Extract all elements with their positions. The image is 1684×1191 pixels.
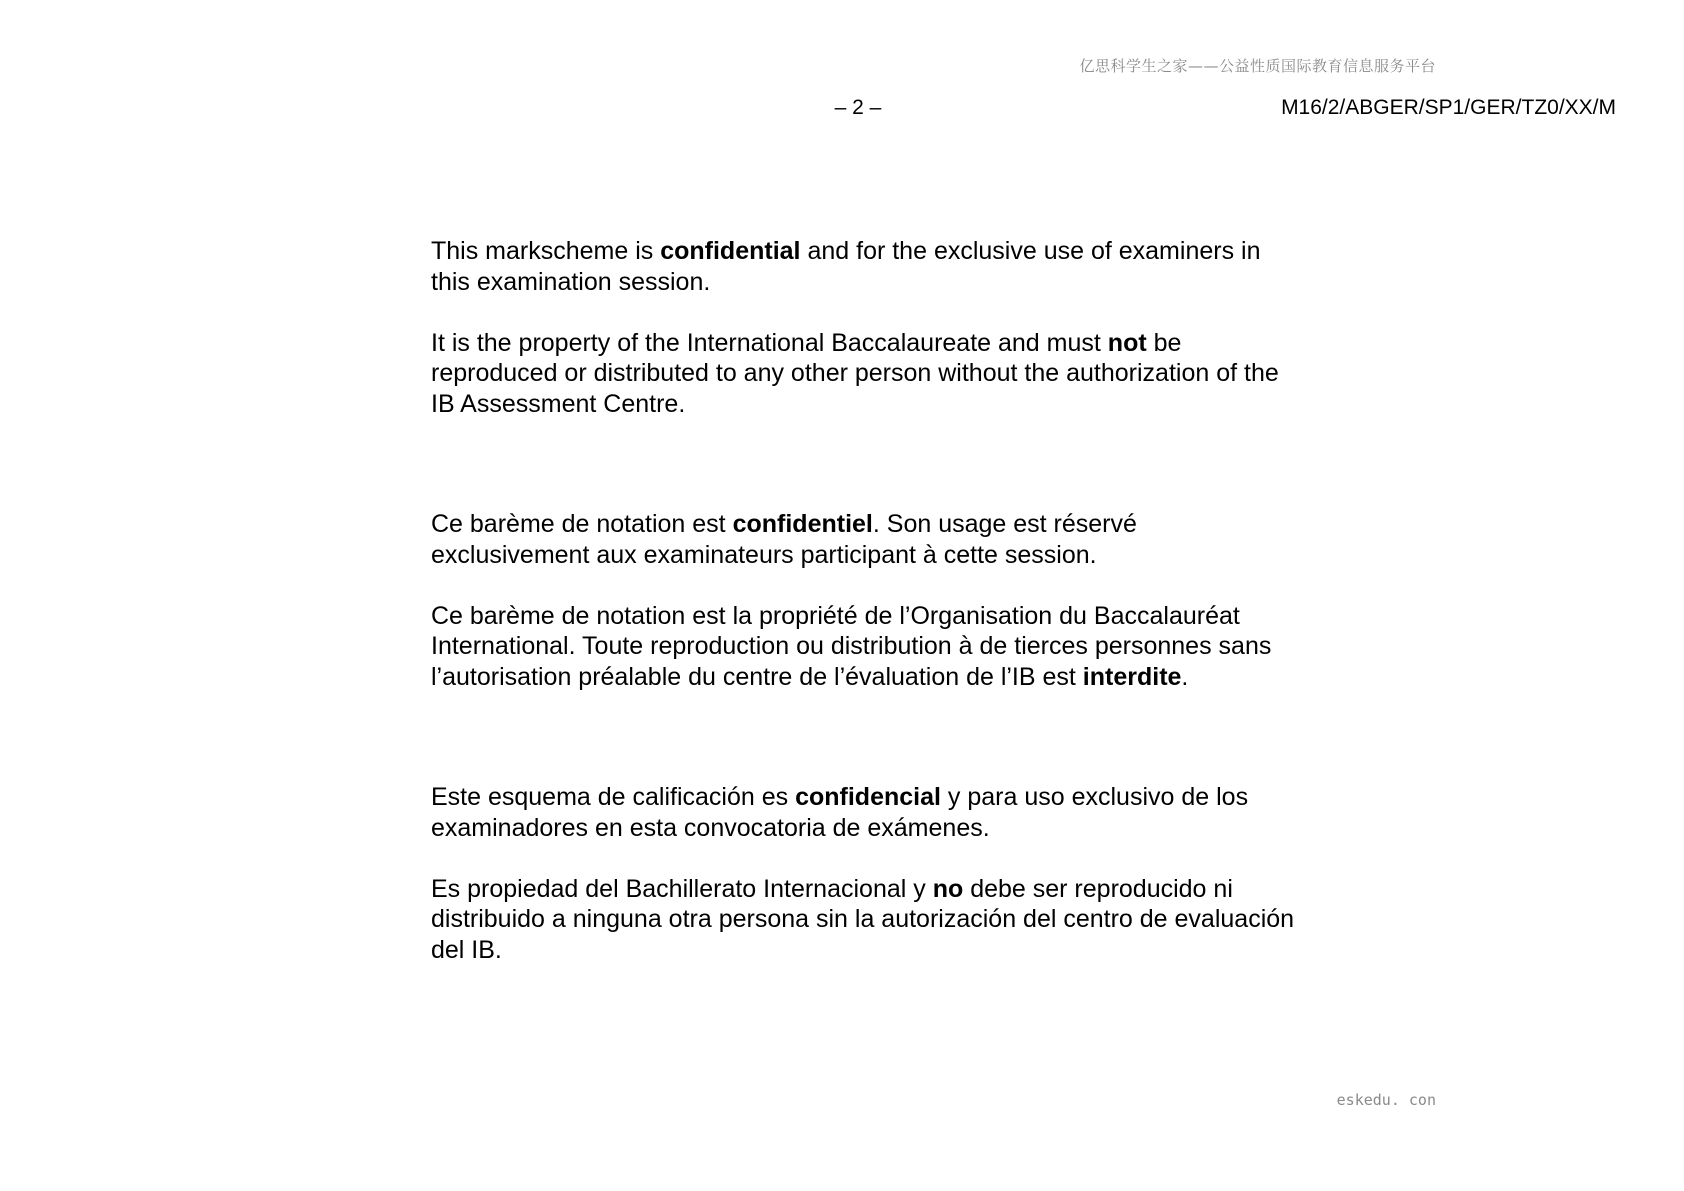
bold-term: not xyxy=(1107,328,1147,357)
page-number: – 2 – xyxy=(834,96,882,119)
english-paragraph-property: It is the property of the International Baccalaureate and must not be reproduced or distributed to any other person without the authorization of the IB Assessment Centre. xyxy=(431,328,1279,418)
bold-term: confidential xyxy=(660,237,801,265)
document-code: M16/2/ABGER/SP1/GER/TZ0/XX/M xyxy=(1281,96,1616,119)
french-paragraph-property: Ce barème de notation est la propriété de l’Organisation du Baccalauréat International. Toute reproduction ou distribution à de tierces personnes sans l’autorisation préalable du centre de l’évaluation de l’IB est interdite. xyxy=(431,601,1272,691)
header-watermark: 亿思科学生之家——公益性质国际教育信息服务平台 xyxy=(1079,57,1436,75)
spanish-paragraph-confidential: Este esquema de calificación es confidencial y para uso exclusivo de los examinadores en esta convocatoria de exámenes. xyxy=(431,783,1249,842)
bold-term: no xyxy=(932,874,964,903)
bold-term: confidencial xyxy=(795,783,941,811)
bold-term: interdite xyxy=(1082,662,1182,691)
bold-term: confidentiel xyxy=(732,510,873,538)
spanish-paragraph-property: Es propiedad del Bachillerato Internacional y no debe ser reproducido ni distribuido a ninguna otra persona sin la autorización del centro de evaluación del IB. xyxy=(431,874,1295,964)
french-paragraph-confidential: Ce barème de notation est confidentiel. Son usage est réservé exclusivement aux examinateurs participant à cette session. xyxy=(431,510,1137,569)
confidentiality-notice xyxy=(431,236,1301,965)
english-paragraph-confidential: This markscheme is confidential and for the exclusive use of examiners in this examination session. xyxy=(431,237,1261,296)
footer-watermark: eskedu. con xyxy=(1336,1091,1436,1109)
